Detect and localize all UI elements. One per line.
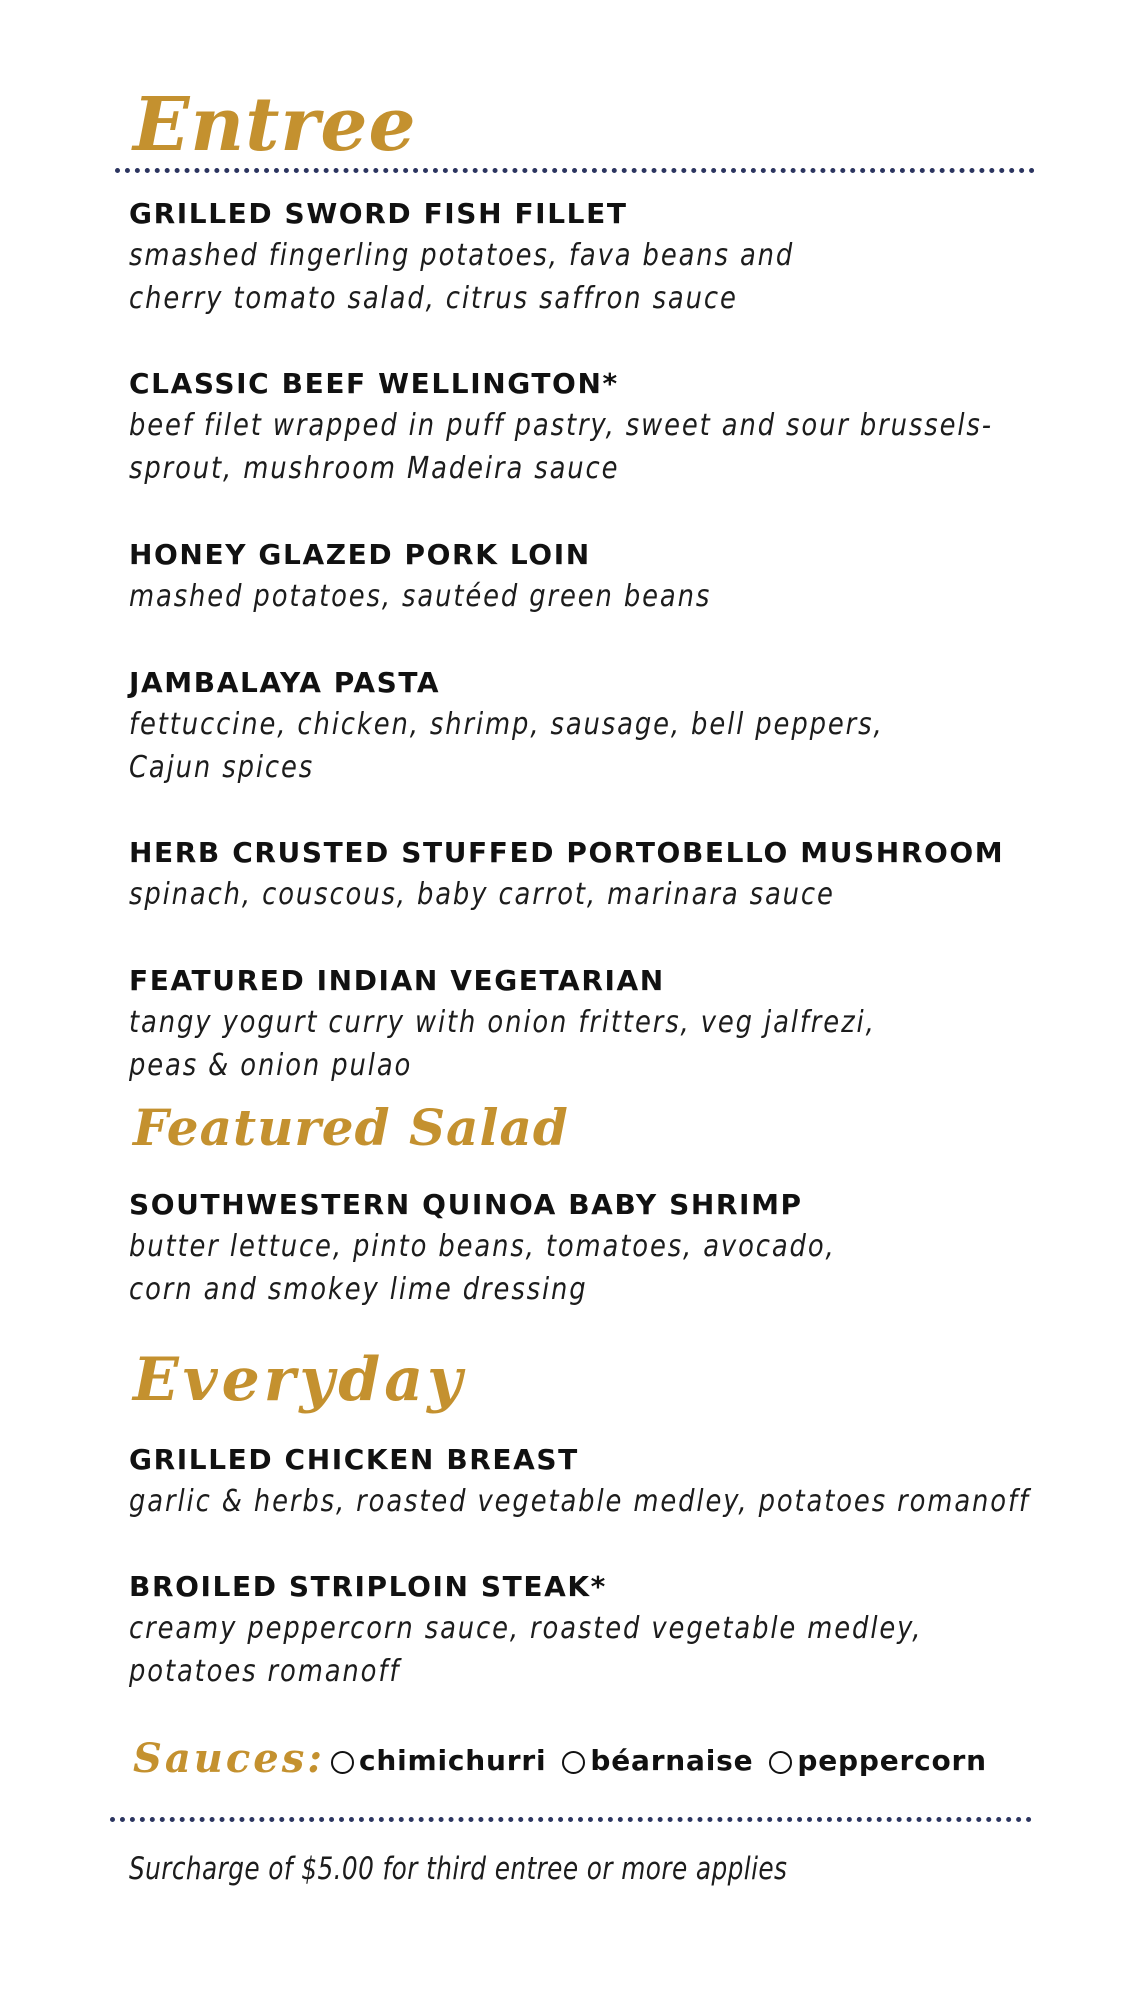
menu-item — [129, 666, 1089, 789]
item-desc-line: beef filet wrapped in puff pastry, sweet and sour brussels- — [129, 408, 993, 443]
item-desc-line: mashed potatoes, sautéed green beans — [129, 579, 712, 614]
item-desc-line: potatoes romanoff — [129, 1654, 401, 1689]
sauce-option-peppercorn[interactable] — [769, 1744, 987, 1777]
surcharge-note: Surcharge of $5.00 for third entree or more applies — [129, 1851, 788, 1887]
item-description — [129, 234, 1075, 320]
menu-item — [129, 367, 1089, 490]
item-name: SOUTHWESTERN QUINOA BABY SHRIMP — [129, 1188, 803, 1221]
item-name: CLASSIC BEEF WELLINGTON* — [129, 367, 619, 400]
item-name: FEATURED INDIAN VEGETARIAN — [129, 964, 665, 997]
menu-item — [129, 1570, 1089, 1693]
radio-circle-icon[interactable] — [769, 1751, 792, 1774]
menu-item — [129, 836, 1089, 916]
item-desc-line: garlic & herbs, roasted vegetable medley, potatoes romanoff — [129, 1484, 1030, 1519]
sauce-option-label: peppercorn — [797, 1744, 987, 1777]
sauce-option-chimichurri[interactable] — [331, 1744, 546, 1777]
item-desc-line: peas & onion pulao — [129, 1048, 413, 1083]
item-desc-line: spinach, couscous, baby carrot, marinara sauce — [129, 877, 835, 912]
item-desc-line: Cajun spices — [129, 750, 315, 785]
sauce-selector — [133, 1735, 1003, 1782]
item-name: JAMBALAYA PASTA — [129, 666, 441, 699]
section-title-everyday: Everyday — [133, 1345, 466, 1415]
menu-item — [129, 538, 1089, 618]
section-title-entree: Entree — [133, 82, 417, 168]
radio-circle-icon[interactable] — [562, 1751, 585, 1774]
item-description — [129, 404, 1075, 490]
menu-item — [129, 1443, 1089, 1523]
item-name: HONEY GLAZED PORK LOIN — [129, 538, 591, 571]
sauce-option-bearnaise[interactable] — [562, 1744, 753, 1777]
menu-item — [129, 1188, 1089, 1311]
section-title-featured-salad: Featured Salad — [133, 1098, 569, 1157]
menu-item — [129, 964, 1089, 1087]
item-desc-line: sprout, mushroom Madeira sauce — [129, 451, 620, 486]
item-name: HERB CRUSTED STUFFED PORTOBELLO MUSHROOM — [129, 836, 1005, 869]
item-desc-line: corn and smokey lime dressing — [129, 1272, 588, 1307]
sauce-option-label: béarnaise — [590, 1744, 754, 1777]
radio-circle-icon[interactable] — [331, 1751, 354, 1774]
menu-item — [129, 197, 1089, 320]
item-desc-line: tangy yogurt curry with onion fritters, veg jalfrezi, — [129, 1005, 876, 1040]
item-desc-line: fettuccine, chicken, shrimp, sausage, bell peppers, — [129, 707, 884, 742]
item-description — [129, 703, 1075, 789]
item-name: GRILLED SWORD FISH FILLET — [129, 197, 628, 230]
item-name: BROILED STRIPLOIN STEAK* — [129, 1570, 607, 1603]
divider-bottom — [110, 1817, 1032, 1822]
item-description — [129, 1001, 1075, 1087]
item-name: GRILLED CHICKEN BREAST — [129, 1443, 579, 1476]
sauces-label: Sauces: — [133, 1735, 325, 1782]
divider-top — [115, 168, 1035, 173]
sauce-option-label: chimichurri — [358, 1744, 547, 1777]
item-description — [129, 1607, 1075, 1693]
item-desc-line: smashed fingerling potatoes, fava beans and — [129, 238, 795, 273]
item-desc-line: creamy peppercorn sauce, roasted vegetable medley, — [129, 1611, 923, 1646]
item-description — [129, 1480, 1075, 1523]
item-description — [129, 1225, 1075, 1311]
item-desc-line: butter lettuce, pinto beans, tomatoes, avocado, — [129, 1229, 836, 1264]
item-desc-line: cherry tomato salad, citrus saffron sauce — [129, 281, 738, 316]
item-description — [129, 575, 1075, 618]
item-description — [129, 873, 1075, 916]
